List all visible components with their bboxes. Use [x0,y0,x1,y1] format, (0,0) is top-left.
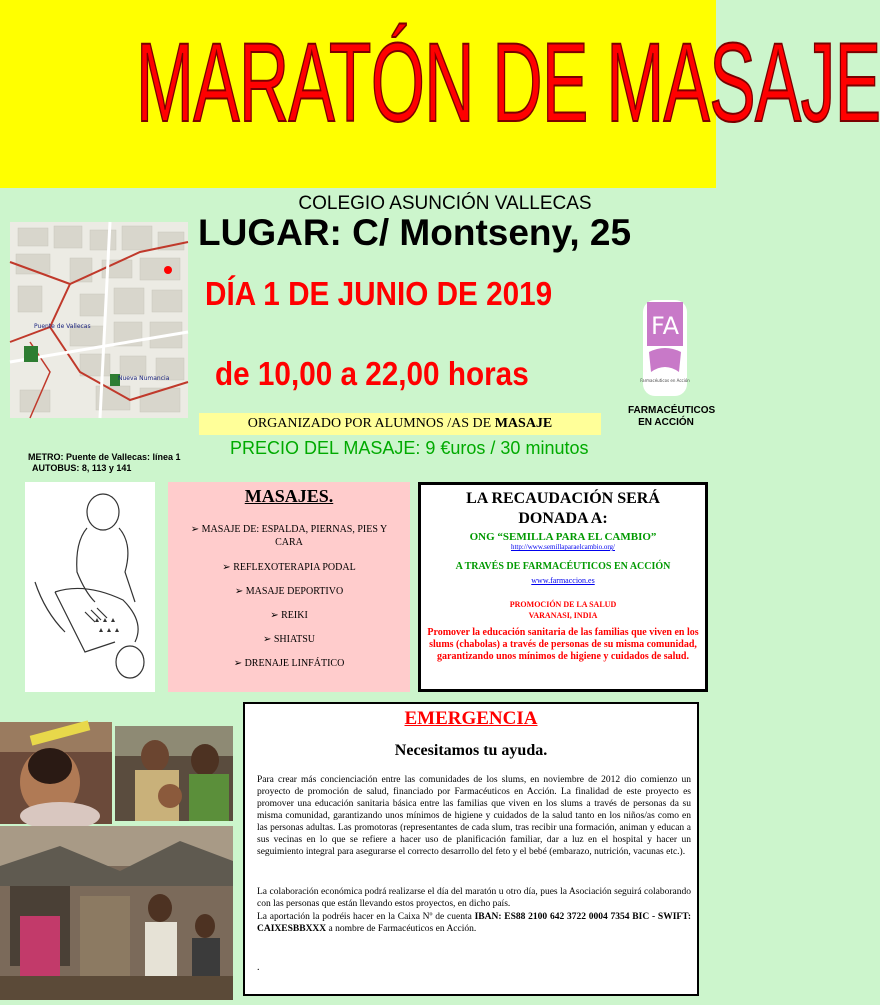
event-date: DÍA 1 DE JUNIO DE 2019 [205,275,553,312]
promo-line1: PROMOCIÓN DE LA SALUD [509,600,617,609]
ong-name: ONG “SEMILLA PARA EL CAMBIO” [469,531,657,543]
massage-price: PRECIO DEL MASAJE: 9 €uros / 30 minutos [230,438,589,458]
farmaceuticos-logo [640,300,690,396]
emergency-dot: . [257,962,260,973]
bank-suffix: a nombre de Farmacéuticos en Acción. [326,924,477,934]
photo-mother-child [115,726,233,821]
photo-slum-image [0,826,233,1000]
list-item-label: MASAJE DE: ESPALDA, PIERNAS, PIES Y CARA [201,524,388,548]
list-item [168,523,410,549]
ong-link[interactable]: http://www.semillaparaelcambio.org/ [510,543,615,551]
bullet-icon: ➢ [234,586,244,597]
bullet-icon: ➢ [190,524,200,535]
list-item [168,561,410,574]
massage-illustration [25,482,155,692]
health-promotion [421,599,705,621]
bullet-icon: ➢ [270,610,279,621]
list-item-label: MASAJE DEPORTIVO [245,586,344,597]
logo-letters: FA [650,312,680,340]
map-label-numancia: Nueva Numancia [118,375,170,382]
fundraising-title [421,489,705,529]
map-graphic [10,222,188,418]
photo-baby-image [0,722,112,824]
massage-drawing [25,482,155,692]
list-item [168,633,410,646]
emergency-subtitle: Necesitamos tu ayuda. [394,742,548,759]
event-place: LUGAR: C/ Montseny, 25 [198,212,632,253]
promo-line2: VARANASI, INDIA [528,611,598,620]
emergency-paragraph-2: La colaboración económica podrá realizarse el día del maratón u otro día, pues la Asociación seguirá colaborando con las personas que están llevando estos proyectos, en dicho país. [257,887,691,909]
bus-lines: AUTOBUS: 8, 113 y 141 [32,463,132,473]
transport-info [28,452,181,474]
fundraising-title-line2: DONADA A: [518,510,608,527]
metro-line: METRO: Puente de Vallecas: línea 1 [28,452,181,462]
fundraising-title-line1: LA RECAUDACIÓN SERÁ [466,490,660,507]
farmaceuticos-line: A TRAVÉS DE FARMACÉUTICOS EN ACCIÓN [455,561,671,572]
emergency-paragraph-3 [257,911,691,935]
list-item-label: REFLEXOTERAPIA PODAL [233,562,356,573]
organized-bold: MASAJE [494,416,553,431]
list-item [168,585,410,598]
event-hours: de 10,00 a 22,00 horas [215,355,529,392]
bullet-icon: ➢ [233,658,243,669]
page-title: MARATÓN DE MASAJE [136,20,880,145]
emergency-title: EMERGENCIA [404,708,538,729]
fundraising-box [418,482,708,692]
organized-by [199,413,601,435]
location-map [10,222,188,418]
massage-list-box [168,482,410,692]
farmaccion-link[interactable]: www.farmaccion.es [531,576,595,585]
emergency-paragraph-1: Para crear más concienciación entre las comunidades de los slums, en noviembre de 2012 dio comienzo un proyecto de promoción de salud, financiado por Farmacéuticos en Acción. La finalidad de este proyecto es promover una educación sanitaria básica entre las familias que viven en los slums a través de personas da su misma comunidad, garantizando unos mínimos de higiene y cuidados de la salud tanto en los niños/as como en las personas adultas. Las promotoras (representantes de cada slum, tras recibir una formación, animan y educan a sus vecinas en lo que se refiere a hacer uso de planificación familiar, dar a luz en el hospital y hacer un seguimiento integral para asegurarse el correcto desarrollo del feto y el bebé (embarazo, nutrición, vacunas etc.). [257,775,691,857]
logo-small-text: Farmacéuticos en Acción [640,378,690,383]
list-item [168,609,410,622]
massage-list-title: MASAJES. [244,486,334,506]
list-item [168,657,410,670]
emergency-box [243,702,699,996]
bank-account: IBAN: ES88 2100 642 3722 0004 7354 BIC - SWIFT: CAIXESBBXXX [257,912,691,934]
list-item-label: SHIATSU [273,634,315,645]
bullet-icon: ➢ [222,562,231,573]
photo-mother-child-image [115,726,233,821]
school-name: COLEGIO ASUNCIÓN VALLECAS [298,193,592,214]
fundraising-description: Promover la educación sanitaria de las familias que viven en los slums (chabolas) a través de personas de su misma comunidad, garantizando unos mínimos de higiene y cuidados de salud. [427,627,699,662]
list-item-label: DRENAJE LINFÁTICO [244,658,345,669]
photo-baby [0,722,112,824]
fa-logo-icon [640,300,690,396]
logo-label: FARMACÉUTICOS EN ACCIÓN [628,405,716,428]
map-label-puente: Puente de Vallecas [34,323,91,330]
list-item-label: REIKI [281,610,308,621]
bank-prefix: La aportación la podréis hacer en la Caixa Nº de cuenta [257,912,475,922]
photo-slum [0,826,233,1000]
organized-prefix: ORGANIZADO POR ALUMNOS /AS DE [247,416,495,431]
bullet-icon: ➢ [262,634,272,645]
